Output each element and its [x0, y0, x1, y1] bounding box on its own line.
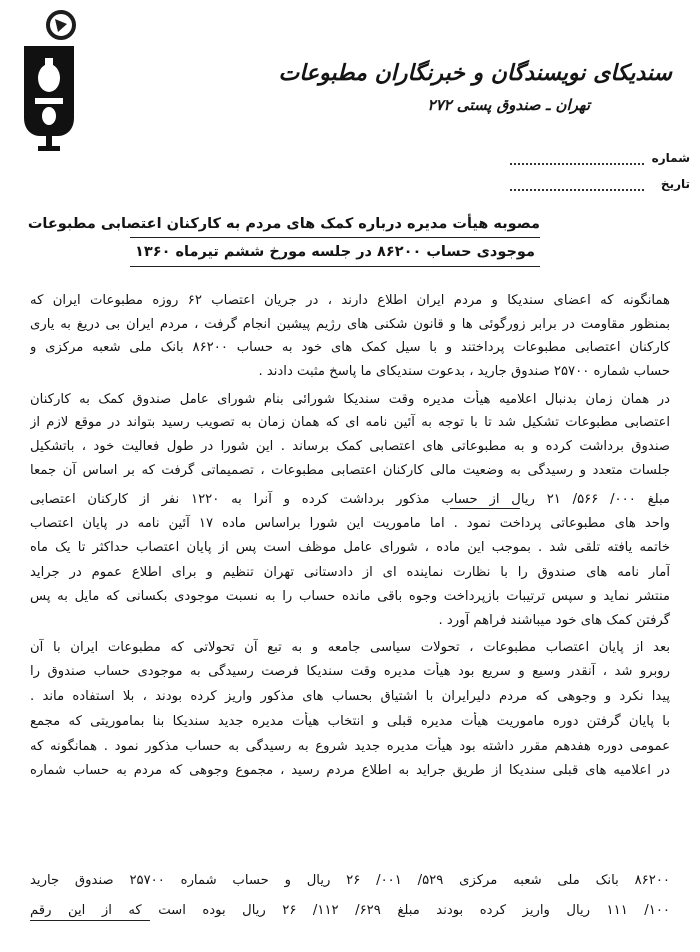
body-line-19: عمومی دوره هفدهم مقرر داشته بود هیأت مدیره جدید شروع به رسیدگی به حساب مذکور نمود . همانگونه که: [30, 739, 670, 754]
organization-name: سندیکای نویسندگان و خبرنگاران مطبوعات: [278, 60, 672, 86]
body-line-7: صندوق برداشت کرده و به مطبوعاتی های اعتصابی کمک برساند . این شورا در طول فعالیت خود ، باتشکیل: [30, 439, 670, 454]
body-line-14: گرفتن کمک های خود میباشند فراهم آورد .: [438, 613, 670, 628]
body-line-11: خاتمه یافته تلقی شد . بموجب این ماده ، شورای عامل موظف است پس از پایان اعتصاب حداکثر تا یک ماه: [30, 540, 670, 555]
body-line-6: اعتصابی مطبوعات تشکیل شد تا با توجه به آئین نامه ای که همان زمان به تصویب رسید بتواند در موقع لازم از: [30, 415, 670, 430]
body-line-20: در اعلامیه های قبلی سندیکا از طریق جراید به اطلاع مردم رسید ، مجموع وجوهی که مردم به حساب شماره: [30, 763, 670, 778]
body-line-15: بعد از پایان اعتصاب مطبوعات ، تحولات سیاسی جامعه و به تبع آن تحولاتی که مطبوعات ایران با آن: [30, 640, 670, 655]
title-underline-2: [130, 266, 540, 267]
body-line-2: بمنظور مقاومت در برابر زورگوئی ها و قانون شکنی های رژیم پیشین انجام گرفت ، مردم ایران بی دریغ به یاری: [30, 317, 670, 332]
organization-address: تهران ـ صندوق پستی ۲۷۲: [427, 96, 590, 114]
body-line-18: با پایان گرفتن دوره ماموریت هیأت مدیره قبلی و انتخاب هیأت مدیره جدید سندیکا بنا بماموریتی که مجمع: [30, 714, 670, 729]
number-field: [510, 151, 690, 169]
title-underline-1: [130, 237, 540, 238]
number-label: شماره: [651, 151, 690, 165]
body-line-5: در همان زمان بدنبال اعلامیه هیأت مدیره وقت سندیکا شورائی بنام شورای عامل صندوق کمک به کارکنان: [30, 392, 670, 407]
body-line-17: پیدا نکرد و وجوهی که مردم دلیرایران با اشتیاق بحساب های مذکور واریز کرده بودند ، بلا استفاده ماند .: [30, 689, 670, 704]
body-line-12: آمار نامه های صندوق را با نظارت نماینده ای از دادستانی تهران تنظیم و برای اطلاع عموم در جراید: [30, 565, 670, 580]
date-label: تاریخ: [660, 177, 690, 191]
body-line-1: همانگونه که اعضای سندیکا و مردم ایران اطلاع دارند ، در جریان اعتصاب ۶۲ روزه مطبوعات ایران که: [30, 293, 670, 308]
number-dotted-line: [510, 163, 644, 165]
date-field: [510, 177, 690, 195]
body-line-8: جلسات متعدد و رسیدگی به وضعیت مالی کارکنان اعتصابی مطبوعات ، تصمیماتی گرفت که بر اساس آن جمعا: [30, 463, 670, 478]
body-line-16: روبرو شد ، آنقدر وسیع و سریع بود هیأت مدیره وقت سندیکا فرصت رسیدگی به موجودی حساب صندوق را: [30, 664, 670, 679]
body-line-9: مبلغ ۰۰۰/ ۵۶۶/ ۲۱ ریال از حساب مذکور برداشت کرده و آنرا به ۱۲۲۰ نفر از کارکنان اعتصابی: [30, 492, 670, 507]
handwritten-underline-2: [30, 920, 150, 921]
body-line-10: واحد های مطبوعاتی پرداخت نمود . اما ماموریت این شورا براساس ماده ۱۷ آئین نامه در پایان اعتصاب: [30, 516, 670, 531]
body-line-13: منتشر نماید و سپس ترتیبات بازپرداخت وجوه باقی مانده حساب را به نسبت موجودی بکسانی که مایل به پس: [30, 589, 670, 604]
document-title-line-2: موجودی حساب ۸۶۲۰۰ در جلسه مورخ ششم تیرماه ۱۳۶۰: [135, 244, 535, 260]
handwritten-underline-1: [450, 508, 520, 509]
body-line-22: ۱۰۰/ ۱۱۱ ریال واریز کرده بودند مبلغ ۶۲۹/ ۱۱۲/ ۲۶ ریال بوده است که از این رقم: [30, 903, 670, 918]
syndicate-emblem-logo: [18, 6, 80, 156]
date-dotted-line: [510, 189, 644, 191]
document-title-line-1: مصوبه هیأت مدیره درباره کمک های مردم به کارکنان اعتصابی مطبوعات: [27, 216, 540, 232]
body-line-3: کارکنان اعتصابی مطبوعات پرداختند و با سیل کمک های خود به حساب ۸۶۲۰۰ بانک ملی شعبه مرکزی و: [30, 340, 670, 355]
body-line-4: حساب شماره ۲۵۷۰۰ صندوق جارید ، بدعوت سندیکای ما پاسخ مثبت دادند .: [258, 364, 670, 379]
body-line-21: ۸۶۲۰۰ بانک ملی شعبه مرکزی ۵۲۹/ ۰۰۱/ ۲۶ ریال و حساب شماره ۲۵۷۰۰ صندوق جارید: [30, 873, 670, 888]
